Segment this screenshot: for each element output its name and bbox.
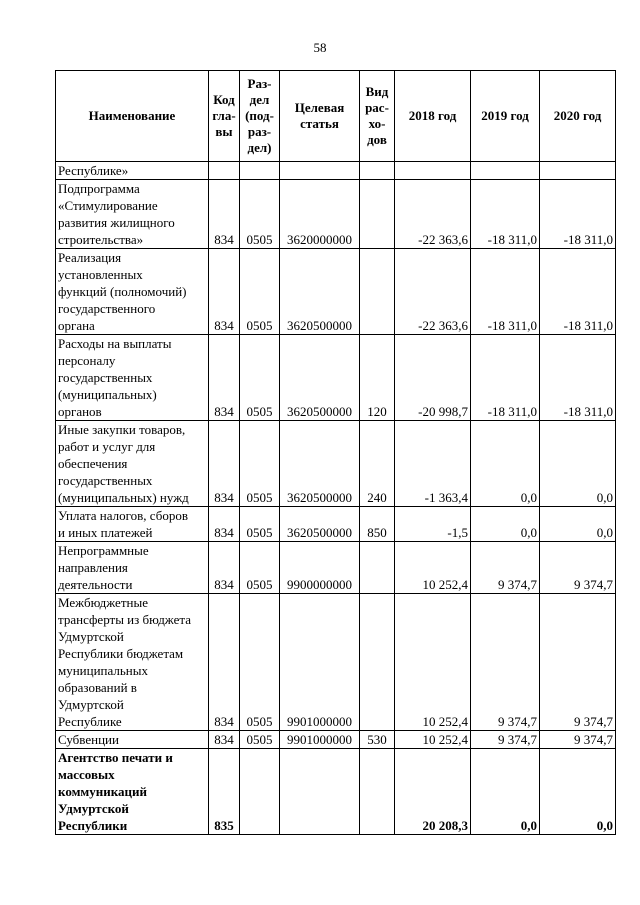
header-code: Код гла- вы	[209, 71, 240, 162]
row-value-2019: 9 374,7	[471, 731, 540, 749]
row-expense	[360, 594, 395, 731]
row-name: Субвенции	[56, 731, 209, 749]
header-name: Наименование	[56, 71, 209, 162]
row-expense	[360, 180, 395, 249]
table-row	[56, 542, 616, 594]
row-section: 0505	[240, 594, 280, 731]
table-row	[56, 507, 616, 542]
header-expense: Вид рас- хо- дов	[360, 71, 395, 162]
header-2018: 2018 год	[395, 71, 471, 162]
table-row	[56, 421, 616, 507]
row-code: 834	[209, 731, 240, 749]
header-section: Раз- дел (под- раз- дел)	[240, 71, 280, 162]
row-expense: 530	[360, 731, 395, 749]
row-value-2019: -18 311,0	[471, 180, 540, 249]
table-body	[56, 162, 616, 835]
row-section: 0505	[240, 421, 280, 507]
row-target: 9901000000	[280, 594, 360, 731]
row-name: Непрограммные направления деятельности	[56, 542, 209, 594]
row-code	[209, 162, 240, 180]
budget-table	[55, 70, 616, 835]
row-code: 834	[209, 421, 240, 507]
row-code: 834	[209, 249, 240, 335]
table-row	[56, 249, 616, 335]
row-target: 3620500000	[280, 507, 360, 542]
table-row	[56, 180, 616, 249]
row-name: Межбюджетные трансферты из бюджета Удмуртской Республики бюджетам муниципальных образований в Удмуртской Республике	[56, 594, 209, 731]
table-row	[56, 162, 616, 180]
row-section	[240, 749, 280, 835]
row-expense: 120	[360, 335, 395, 421]
row-code: 835	[209, 749, 240, 835]
row-value-2020: -18 311,0	[540, 249, 616, 335]
row-target	[280, 162, 360, 180]
row-value-2018: -1,5	[395, 507, 471, 542]
row-value-2018: 10 252,4	[395, 731, 471, 749]
row-section	[240, 162, 280, 180]
row-target: 3620000000	[280, 180, 360, 249]
row-target: 3620500000	[280, 249, 360, 335]
row-section: 0505	[240, 180, 280, 249]
row-target: 9900000000	[280, 542, 360, 594]
row-value-2018	[395, 162, 471, 180]
row-value-2018: -22 363,6	[395, 249, 471, 335]
row-name: Иные закупки товаров, работ и услуг для обеспечения государственных (муниципальных) нужд	[56, 421, 209, 507]
row-value-2018: 10 252,4	[395, 542, 471, 594]
row-section: 0505	[240, 335, 280, 421]
row-value-2020: 0,0	[540, 749, 616, 835]
header-2019: 2019 год	[471, 71, 540, 162]
row-code: 834	[209, 507, 240, 542]
row-name: Агентство печати и массовых коммуникаций Удмуртской Республики	[56, 749, 209, 835]
row-value-2020: 0,0	[540, 507, 616, 542]
row-value-2019: 0,0	[471, 507, 540, 542]
row-value-2019: 9 374,7	[471, 542, 540, 594]
row-code: 834	[209, 180, 240, 249]
row-code: 834	[209, 335, 240, 421]
header-row	[56, 71, 616, 162]
row-section: 0505	[240, 507, 280, 542]
row-value-2019: 0,0	[471, 421, 540, 507]
row-name: Республике»	[56, 162, 209, 180]
row-code: 834	[209, 542, 240, 594]
row-value-2020: 9 374,7	[540, 594, 616, 731]
row-target: 3620500000	[280, 421, 360, 507]
row-value-2020	[540, 162, 616, 180]
row-expense: 850	[360, 507, 395, 542]
row-value-2018: -22 363,6	[395, 180, 471, 249]
page-number: 58	[313, 40, 327, 55]
row-name: Подпрограмма «Стимулирование развития жилищного строительства»	[56, 180, 209, 249]
row-value-2019	[471, 162, 540, 180]
row-expense: 240	[360, 421, 395, 507]
row-value-2020: -18 311,0	[540, 180, 616, 249]
row-value-2020: 0,0	[540, 421, 616, 507]
row-value-2018: 20 208,3	[395, 749, 471, 835]
row-section: 0505	[240, 249, 280, 335]
row-value-2020: -18 311,0	[540, 335, 616, 421]
row-value-2020: 9 374,7	[540, 542, 616, 594]
table-row	[56, 749, 616, 835]
row-target	[280, 749, 360, 835]
row-expense	[360, 542, 395, 594]
row-expense	[360, 162, 395, 180]
row-value-2019: 0,0	[471, 749, 540, 835]
row-section: 0505	[240, 542, 280, 594]
row-target: 9901000000	[280, 731, 360, 749]
row-value-2018: 10 252,4	[395, 594, 471, 731]
row-value-2019: -18 311,0	[471, 249, 540, 335]
table-row	[56, 594, 616, 731]
header-2020: 2020 год	[540, 71, 616, 162]
row-name: Реализация установленных функций (полномочий) государственного органа	[56, 249, 209, 335]
row-target: 3620500000	[280, 335, 360, 421]
row-value-2018: -20 998,7	[395, 335, 471, 421]
row-name: Расходы на выплаты персоналу государственных (муниципальных) органов	[56, 335, 209, 421]
row-value-2019: 9 374,7	[471, 594, 540, 731]
header-target: Целевая статья	[280, 71, 360, 162]
row-code: 834	[209, 594, 240, 731]
row-value-2020: 9 374,7	[540, 731, 616, 749]
table-row	[56, 335, 616, 421]
row-value-2019: -18 311,0	[471, 335, 540, 421]
row-section: 0505	[240, 731, 280, 749]
row-name: Уплата налогов, сборов и иных платежей	[56, 507, 209, 542]
row-value-2018: -1 363,4	[395, 421, 471, 507]
row-expense	[360, 749, 395, 835]
table-row	[56, 731, 616, 749]
row-expense	[360, 249, 395, 335]
